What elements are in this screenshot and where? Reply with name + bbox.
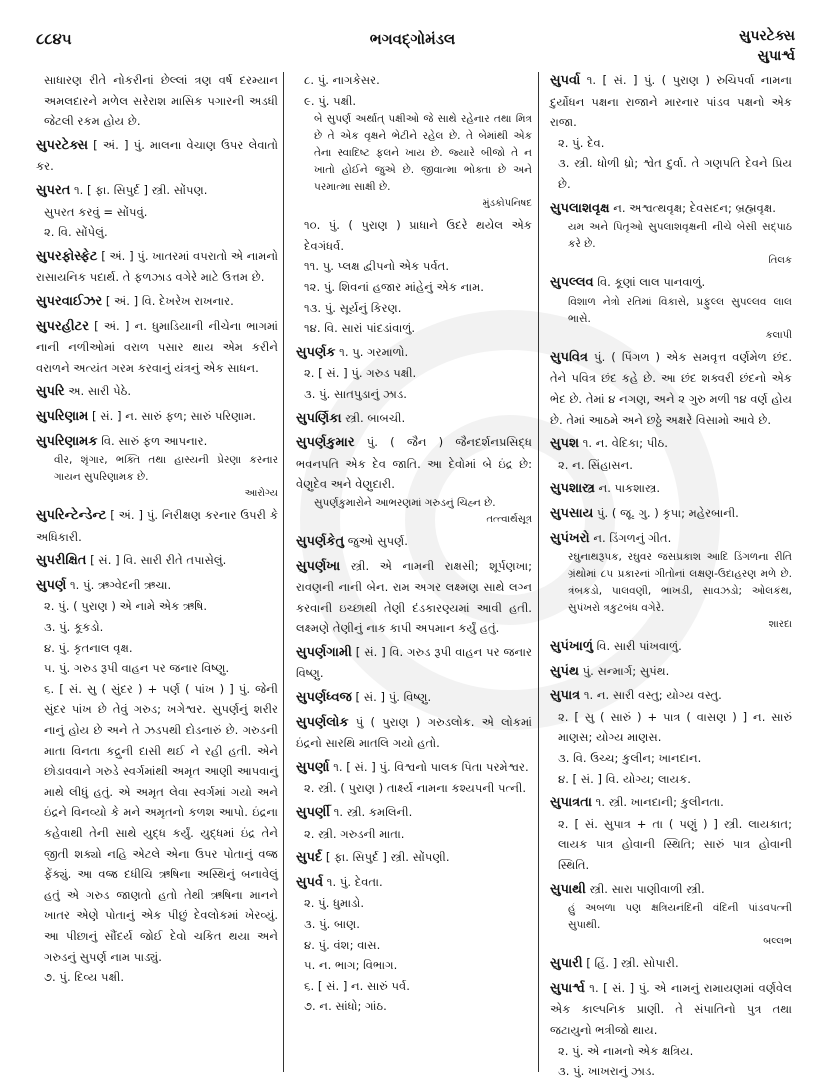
dictionary-entry: [550, 272, 792, 344]
definition: ૧. [ સં. ] પું. એ નામનું રામાયણમાં વર્ણવેલ એક કાલ્પનિક પ્રાણી. તે સંપાતિનો પુત્ર તથા જટાયુનો ભત્રીજો થાય.: [550, 980, 793, 1037]
dictionary-entry: [550, 198, 792, 270]
dictionary-entry: [550, 528, 792, 634]
column-divider: [283, 72, 284, 1072]
dictionary-entry: [550, 636, 792, 658]
dictionary-entry: [296, 408, 532, 430]
citation-source: કલાપી: [765, 329, 792, 341]
dictionary-entry: [296, 642, 532, 684]
dictionary-entry: [296, 802, 532, 844]
sense: ૨. પું. ધુમાડો.: [304, 896, 365, 911]
definition: પું. ( જૈન ) જૈનદર્શનપ્રસિદ્ધ ભવનપતિ એક દેવ જાતિ. આ દેવોમાં બે ઇંદ્ર છે: વેણુદેવ અને વેણુદારી.: [296, 435, 532, 492]
definition: [ સં. ] ન. સારું ફળ; સારું પરિણામ.: [92, 408, 256, 423]
dictionary-entry: [296, 70, 532, 212]
guide-word-first: સુપરટેક્સ: [739, 28, 795, 44]
dictionary-entry: [550, 433, 792, 475]
definition: ૧. પું. દેવતા.: [326, 874, 383, 889]
definition: અ. સારી પેઠે.: [68, 384, 132, 399]
sense: ૩. પું. ખાખરાનું ઝાડ.: [558, 1064, 655, 1079]
sense: ૨. પું. ( પુરાણ ) એ નામે એક ઋષિ.: [44, 599, 208, 614]
citation-quote: સુપર્ણકુમારોને આભરણમાં ગરુડનું ચિહ્ન છે.: [314, 496, 496, 509]
sense: ૩. પું. બાણ.: [304, 917, 360, 931]
definition: [ સં. ] પું. વિષ્ણુ.: [355, 690, 432, 705]
dictionary-entry: [36, 431, 278, 503]
definition: [ સં. ] વિ. સારી રીતે તપાસેલું.: [90, 553, 227, 568]
dictionary-entry: [550, 347, 792, 430]
dictionary-entry: [296, 872, 532, 1017]
definition: સ્ત્રી. બાબચી.: [345, 410, 406, 425]
definition: ૧. [ સં. ] પું. વિશ્વનો પાલક પિતા પરમેશ્વર.: [333, 759, 529, 774]
headword: સુપર્ણધ્વજ: [296, 690, 352, 706]
definition: ૧. ન. વેદિકા; પીઠ.: [582, 436, 668, 451]
dictionary-entry: [36, 550, 278, 572]
citation-source: બલ્લભ: [763, 936, 792, 948]
definition: [ અં. ] વિ. દેખરેખ રાખનાર.: [105, 293, 234, 308]
citation-quote: બે સુપર્ણ અર્થાત્ પક્ષીઓ જે સાથે રહેનાર તથા મિત્ર છે તે એક વૃક્ષને ભેટીને રહેલ છે. તે બેમાંથી એક તેના સ્વાદિષ્ટ ફલને ખાય છે. જ્યારે બીજો તે ન ખાતો હોઈને જુએ છે. જીવાત્મા ભોક્તા છે અને પરમાત્મા સાક્ષી છે.: [314, 113, 532, 194]
headword: સુપારી: [550, 956, 583, 972]
sense: ૫. ન. ભાગ; વિભાગ.: [304, 958, 398, 973]
sense: ૨. [ સં. ] પું. ગરુડ પક્ષી.: [304, 366, 417, 381]
dictionary-entry: [36, 316, 278, 379]
definition: [ ફા. સિપુર્દ ] સ્ત્રી. સોંપણી.: [325, 850, 450, 865]
definition: વિ. કૂણાં લાલ પાનવાળું.: [597, 275, 706, 290]
dictionary-entry: [296, 757, 532, 799]
dictionary-entry: [550, 879, 792, 951]
headword: સુપંખરો: [550, 530, 590, 546]
headword: સુપંથ: [550, 663, 579, 679]
page-header: [0, 20, 825, 64]
headword: સુપલ્લવ: [550, 275, 594, 291]
dictionary-entry: [550, 792, 792, 875]
definition: પું. ( જૂ. ગુ. ) કૃપા; મહેરબાની.: [597, 505, 739, 520]
sense: ૯. પું. પક્ષી.: [304, 93, 357, 108]
definition: સ્ત્રી. સારા પાણીવાળી સ્ત્રી.: [589, 881, 705, 896]
sense: ૪. પું. વંશ; વાસ.: [304, 937, 381, 952]
continuation-text: સાધારણ રીતે નોકરીનાં છેલ્લાં ત્રણ વર્ષ દરમ્યાન અમલદારને મળેલ સરેરાશ માસિક પગારની અડધી જેટલી રકમ હોય છે.: [44, 73, 278, 129]
sense: ૨. સ્ત્રી. ગરુડની માતા.: [304, 826, 405, 841]
sense: ૨. [ સુ ( સારું ) + પાત્ર ( વાસણ ) ] ન. સારું માણસ; યોગ્ય માણસ.: [558, 709, 792, 745]
dictionary-entry: [550, 953, 792, 975]
definition: પું. ( પિંગળ ) એક સમવૃત્ત વર્ણમેળ છંદ. તેને પવિત્ર છંદ કહે છે. આ છંદ શક્વરી છંદનો એક ભેદ છે. તેમાં ૪ નગણ, અને ૨ ગુરુ મળી ૧૪ વર્ણ હોય છે. તેમાં આઠમે અને છઠ્ઠે અક્ષરે વિસામો આવે છે.: [550, 349, 793, 427]
definition: જુઓ સુપર્ણ.: [347, 533, 408, 548]
headword: સુપર્ણગામી: [296, 644, 352, 660]
column-divider: [538, 72, 539, 1072]
definition: વિ. સારું ફળ આપનાર.: [101, 433, 208, 448]
sense: ૭. ન. સાંધો; ગાંઠ.: [304, 999, 387, 1014]
definition: [ સં. ] વિ. ગરુડ રૂપી વાહન પર જનાર વિષ્ણુ.: [296, 644, 533, 681]
headword: સુપરત: [36, 182, 71, 198]
citation-source: આરોગ્ય: [244, 488, 278, 500]
sense: ૨. પું. એ નામનો એક ક્ષત્રિય.: [558, 1043, 694, 1058]
headword: સુપર્દ: [296, 850, 323, 866]
definition: ૧. [ ફા. સિપુર્દ ] સ્ત્રી. સોંપણ.: [74, 182, 208, 197]
headword: સુપરિ: [36, 384, 65, 400]
sense: ૬. [ સં. ] ન. સારું પર્વ.: [304, 978, 410, 993]
citation-quote: વિશાળ નેત્રો રતિમાં વિકાસે, પ્રફુલ્લ સુપલ્લવ લાલ ભાસે.: [568, 295, 792, 325]
headword: સુપર્ણખા: [296, 558, 341, 574]
definition: ૧. સ્ત્રી. ખાનદાની; કુલીનતા.: [595, 795, 724, 810]
guide-words: [739, 26, 795, 66]
definition: ન. ડિંગળનું ગીત.: [593, 530, 672, 545]
sense: ૧૨. પું. શિવનાં હજાર માંહેનું એક નામ.: [304, 279, 484, 294]
headword: સુપંખાળું: [550, 639, 593, 655]
dictionary-entry: [296, 556, 532, 639]
headword: સુપર્ણા: [296, 759, 330, 775]
sense: ૭. પું. દિવ્ય પક્ષી.: [44, 970, 124, 985]
headword: સુપર્ણકેતુ: [296, 533, 345, 549]
dictionary-entry: [36, 381, 278, 403]
sense: ૪. પું. કૃતનાલ વૃક્ષ.: [44, 640, 133, 655]
headword: સુપરિણામ: [36, 408, 89, 424]
dictionary-entry: [36, 291, 278, 313]
headword: સુપરવાઈઝર: [36, 293, 103, 309]
definition: સ્ત્રી. એ નામની રાક્ષસી; શૂર્પણખા; રાવણની નાની બેન. રામ અગર લક્ષ્મણ સાથે લગ્ન કરવાની ઇચ્છાથી તેણી દંડકારણ્યમાં આવી હતી. લક્ષ્મણે તેણીનું નાક કાપી અપમાન કર્યું હતું.: [296, 558, 533, 636]
book-title: ભગવદ્ગોમંડલ: [369, 30, 456, 48]
definition: ૧. [ સં. ] પું. ( પુરાણ ) રુચિપર્વા નામના દુર્યોધન પક્ષના રાજાને મારનાર પાંડવ પક્ષનો એક રાજા.: [550, 73, 793, 130]
headword: સુપલાશવૃક્ષ: [550, 200, 610, 216]
column-3: [550, 70, 792, 1085]
definition: પું ( પુરાણ ) ગરુડલોક. એ લોકમાં ઇંદ્રનો સારથિ માતલિ ગયો હતો.: [296, 714, 533, 751]
headword: સુપશ: [550, 436, 579, 452]
definition: ૧. પુ. ગરમાળો.: [339, 344, 409, 359]
headword: સુપર્ણક: [296, 344, 336, 360]
sense: ૨. પું. દેવ.: [558, 135, 605, 150]
citation-source: તિલક: [768, 255, 792, 267]
dictionary-entry: [36, 135, 278, 177]
sense: ૧૩. પું. સૂર્યનું કિરણ.: [304, 300, 402, 315]
definition: [ અં. ] પું. માલના વેચાણ ઉપર લેવાતો કર.: [36, 137, 279, 174]
headword: સુપવિત્ર: [550, 349, 588, 365]
definition: પું. સન્માર્ગ; સુપંથ.: [582, 663, 670, 678]
sense: ૧૪. વિ. સારાં પાંદડાંવાળું.: [304, 321, 416, 336]
headword: સુપર્વા: [550, 73, 581, 88]
dictionary-entry: [36, 246, 278, 288]
citation-source: તત્ત્વાર્થસૂત્ર: [486, 513, 532, 525]
dictionary-entry: [36, 575, 278, 988]
headword: સુપર્ણ: [36, 577, 67, 593]
dictionary-entry: [296, 342, 532, 405]
headword: સુપર્ણકુમાર: [296, 435, 355, 451]
column-1: [36, 70, 278, 991]
sense: ૨. [ સં. સુપાત્ર + તા ( પણું ) ] સ્ત્રી. લાયકાત; લાયક પાત્ર હોવાની સ્થિતિ; સારું પાત્ર હોવાની સ્થિતિ.: [558, 816, 792, 873]
dictionary-entry: [550, 478, 792, 500]
sense: ૨. વિ. સોંપેલું.: [44, 225, 108, 240]
sense: ૬. [ સં. સુ ( સુંદર ) + પર્ણ ( પાંખ ) ] પું. જેની સુંદર પાંખ છે તેવું ગરુડ; ખગેશ્વર. સુપર્ણનું શરીર નાનું હોય છે અને તે ઝડપથી દોડનારું છે. ગરુડની માતા વિનતા કદ્રુની દાસી થઈ ને રહી હતી. એને છોડાવવાને ગરુડે સ્વર્ગમાંથી અમૃત આણી આપવાનું માથે લીધું હતું. એ અમૃત લેવા સ્વર્ગમાં ગયો અને ઇંદ્રને વિનવ્યો કે મને અમૃતનો કળશ આપો. ઇંદ્રના કહેવાથી તેની સાથે યુદ્ધ કર્યું. યુદ્ધમાં ઇંદ્ર તેને જીતી શક્યો નહિ એટલે એના ઉપર પોતાનું વજ્ર ફેંક્યું. આ વજ્ર દધીચિ ઋષિના અસ્થિનું બનાવેલું હતું એ ગરુડ જાણતો હતો તેથી ઋષિના માનને ખાતર એણે પોતાનું એક પીછું દેવલોકમાં ખેરવ્યું. આ પીછાનું સૌંદર્ય જોઈ દેવો ચકિત થયા અને ગરુડનું સુપર્ણ નામ પાડ્યું.: [44, 681, 278, 964]
headword: સુપરટેક્સ: [36, 137, 88, 153]
definition: [ હિં. ] સ્ત્રી. સોપારી.: [586, 956, 679, 971]
headword: સુપર્વ: [296, 874, 324, 890]
citation-quote: વીર, શૃંગાર, ભક્તિ તથા હાસ્યની પ્રેરણા કરનાર ગાયન સુપરિણામક છે.: [54, 454, 278, 484]
citation-quote: રઘુનાથરૂપક, રઘુવર જસપ્રકાશ આદિ ડિંગળના રીતિ ગ્રંથોમાં ૮૫ પ્રકારનાં ગીતોનાં લક્ષણ-ઉદાહરણ મળે છે. ત્રંબકડો, પાલવણી, ભાખડી, સાવઝડો; ઓલકંથ, સુપંખરો ત્રકુટબંધ વગેરે.: [568, 551, 792, 615]
sense: ૨. ન. સિંહાસન.: [558, 457, 633, 472]
sense: ૩. વિ. ઉચ્ચ; કુલીન; ખાનદાન.: [558, 751, 702, 766]
definition: [ અં. ] પું. નિરીક્ષણ કરનાર ઉપરી કે અધિકારી.: [36, 508, 278, 544]
headword: સુપરીક્ષિત: [36, 553, 87, 569]
dictionary-entry: [296, 531, 532, 553]
sense: ૫. પું. ગરુડ રૂપી વાહન પર જનાર વિષ્ણુ.: [44, 661, 230, 676]
sense: સુપરત કરવું = સોંપવું.: [44, 204, 148, 219]
sense: ૮. પું. નાગકેસર.: [304, 73, 380, 87]
sense: ૧૧. પુ. પ્લક્ષ દ્વીપનો એક પર્વત.: [304, 259, 450, 274]
headword: સુપાત્ર: [550, 688, 581, 704]
dictionary-entry: [550, 685, 792, 789]
headword: સુપરહીટર: [36, 318, 89, 334]
headword: સુપાત્રતા: [550, 795, 592, 811]
definition: ન. અશ્વત્થવૃક્ષ; દેવસદન; બ્રહ્મવૃક્ષ.: [613, 200, 776, 215]
dictionary-entry: [296, 847, 532, 869]
definition: ન. પાકશાસ્ત્ર.: [598, 481, 661, 496]
citation-quote: યમ અને પિતૃઓ સુપલાશવૃક્ષની નીચે બેસી સદ્પાઠ કરે છે.: [568, 221, 792, 251]
citation-quote: હું અબળા પણ ક્ષત્રિયનંદિની વંદિની પાંડવપત્ની સુપાથી.: [568, 902, 792, 932]
dictionary-entry: [296, 712, 532, 754]
definition: ૧. સ્ત્રી. કમલિની.: [333, 805, 413, 820]
column-2: [296, 70, 532, 1020]
headword: સુપર્ણલોક: [296, 714, 349, 730]
headword: સુપાથી: [550, 881, 586, 897]
headword: સુપર્ણી: [296, 805, 331, 821]
definition: વિ. સારી પાંખવાળું.: [596, 639, 682, 654]
sense: ૩. સ્ત્રી. ધોળી ધ્રો; શ્વેત દુર્વા. તે ગણપતિ દેવને પ્રિય છે.: [558, 156, 792, 191]
sense: ૩. પું. સાતપુડાનું ઝાડ.: [304, 386, 407, 401]
sense: ૧૦. પું. ( પુરાણ ) પ્રાધાને ઉદરે થયેલ એક દેવગંધર્વ.: [304, 218, 532, 253]
dictionary-entry: [36, 406, 278, 428]
headword: સુપર્ણિકા: [296, 410, 342, 426]
sense: ૨. સ્ત્રી. ( પુરાણ ) તાર્ક્ષ્ય નામના કશ્યપની પત્ની.: [304, 781, 527, 796]
dictionary-entry: [550, 978, 792, 1082]
definition: [ અં. ] ન. ધુમાડિયાની નીચેના ભાગમાં નાની નળીઓમાં વરાળ પસાર થાય એમ કરીને વરાળને અત્યંત ગરમ કરવાનું યંત્રનું એક સાધન.: [36, 318, 279, 375]
dictionary-entry: [36, 70, 278, 132]
headword: સુપસાય: [550, 505, 594, 521]
citation-source: શારદા: [768, 619, 792, 631]
dictionary-entry: [550, 70, 792, 195]
guide-word-last: સુપાર્શ્વ: [757, 48, 795, 64]
dictionary-entry: [296, 432, 532, 528]
citation-source: મુંડકોપનિષદ: [482, 198, 532, 210]
dictionary-entry: [296, 215, 532, 339]
definition: [ અં. ] પું. ખાતરમાં વપરાતો એ નામનો રાસાયનિક પદાર્થ. તે ફળઝાડ વગેરે માટે ઉત્તમ છે.: [36, 248, 278, 285]
definition: ૧. ન. સારી વસ્તુ; યોગ્ય વસ્તુ.: [583, 688, 722, 703]
dictionary-entry: [550, 661, 792, 683]
dictionary-entry: [36, 505, 278, 547]
page-number: ૮૮૪૫: [36, 30, 72, 48]
sense: ૩. પું. કૂકડો.: [44, 620, 104, 635]
headword: સુપાર્શ્વ: [550, 980, 585, 996]
headword: સુપશાસ્ત્ર: [550, 481, 595, 497]
definition: ૧. પું. ઋગ્વેદની ઋચા.: [70, 577, 172, 592]
headword: સુપરફોસ્ફેટ: [36, 248, 98, 264]
dictionary-entry: [296, 687, 532, 709]
sense: ૪. [ સં. ] વિ. યોગ્ય; લાયક.: [558, 771, 691, 786]
headword: સુપરિણામક: [36, 433, 98, 449]
dictionary-entry: [36, 180, 278, 243]
dictionary-entry: [550, 503, 792, 525]
headword: સુપરિન્ટેન્ડેન્ટ: [36, 508, 107, 524]
